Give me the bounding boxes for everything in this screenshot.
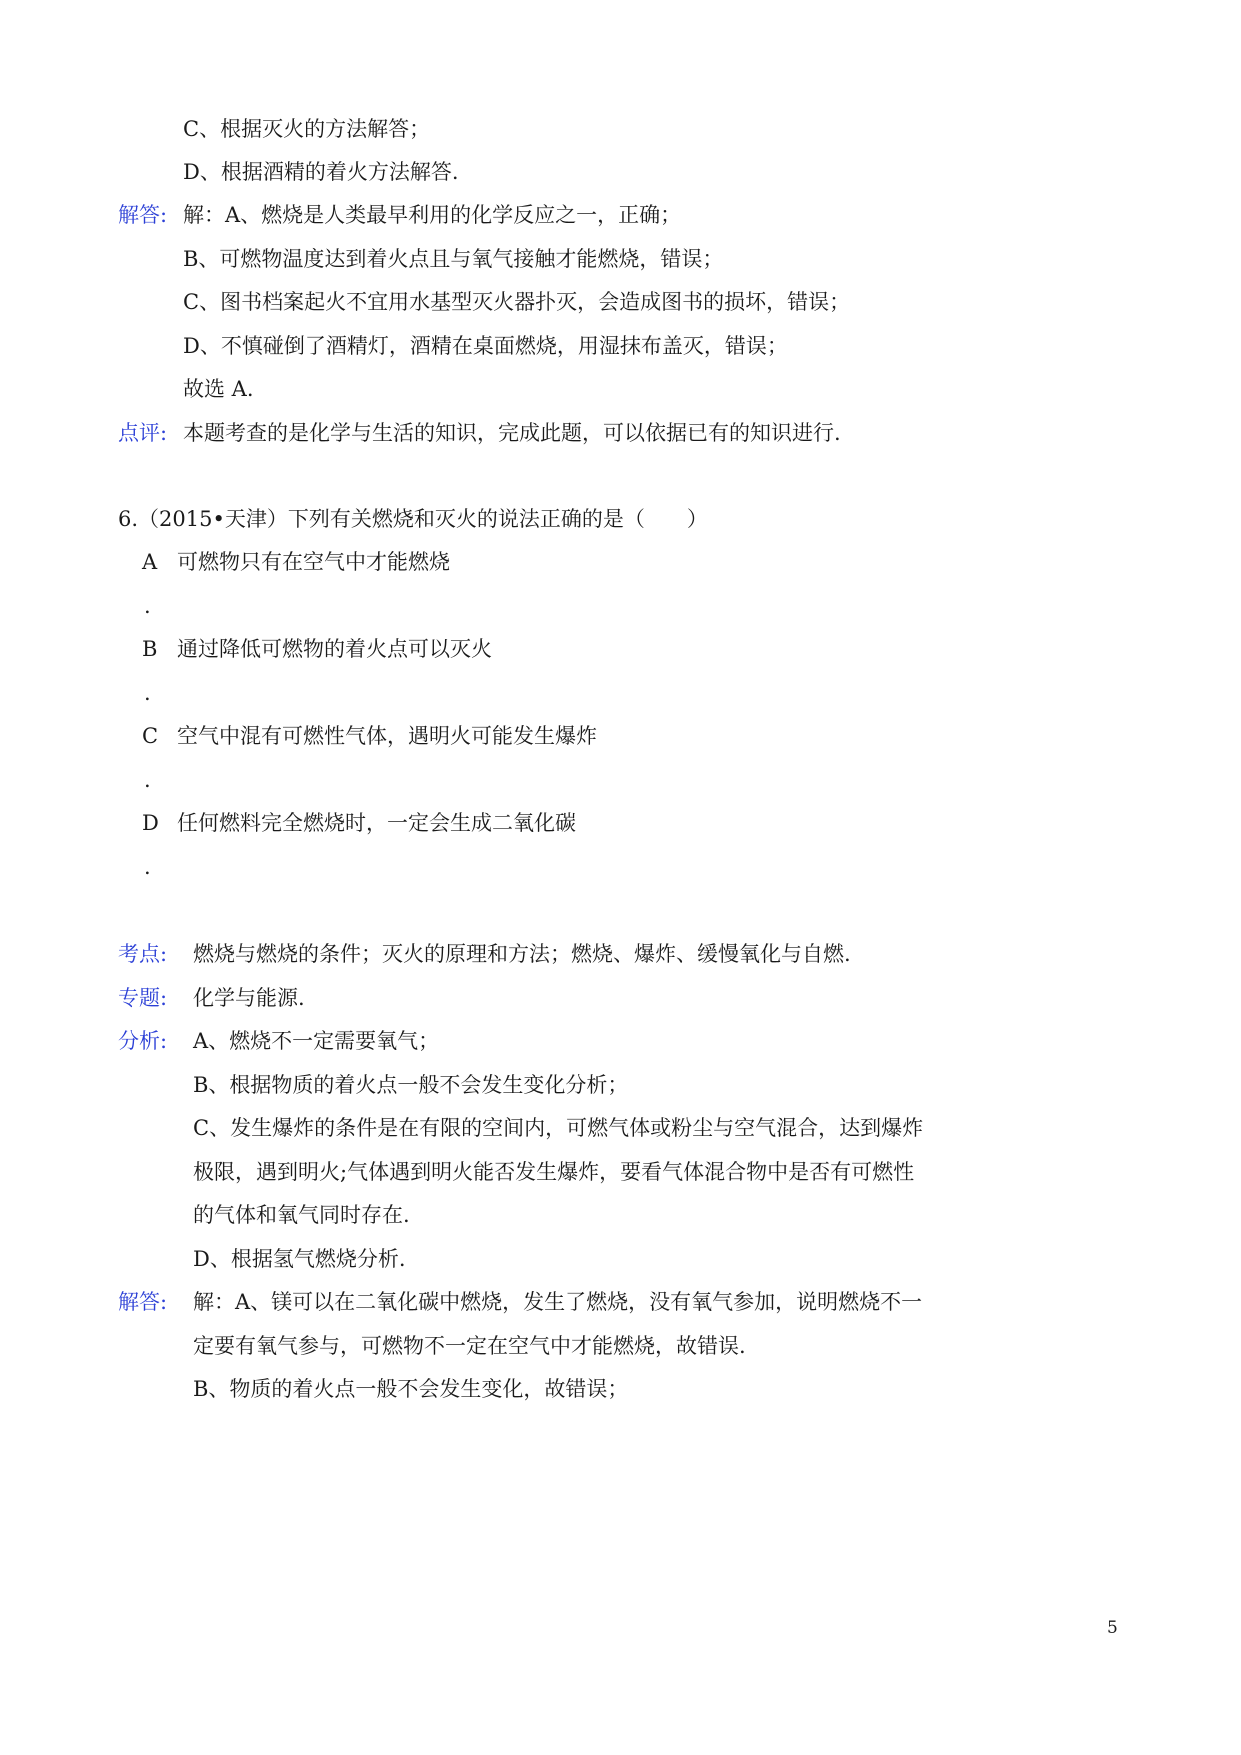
answer-line: 解：A、燃烧是人类最早利用的化学反应之一，正确；	[183, 203, 682, 227]
kaodian-label: 考点:	[118, 942, 168, 966]
option-b-letter: B	[142, 637, 158, 661]
answer-label: 解答:	[118, 203, 168, 227]
option-a-letter: A	[142, 550, 158, 574]
fenxi-line: B、根据物质的着火点一般不会发生变化分析；	[193, 1073, 629, 1097]
kaodian-text: 燃烧与燃烧的条件；灭火的原理和方法；燃烧、爆炸、缓慢氧化与自燃.	[193, 942, 851, 966]
comment-text: 本题考查的是化学与生活的知识，完成此题，可以依据已有的知识进行.	[183, 421, 841, 445]
comment-label: 点评:	[118, 421, 168, 445]
fenxi-line: 极限，遇到明火;气体遇到明火能否发生爆炸，要看气体混合物中是否有可燃性	[193, 1160, 915, 1184]
fenxi-line: C、发生爆炸的条件是在有限的空间内，可燃气体或粉尘与空气混合，达到爆炸	[193, 1116, 924, 1140]
question-stem: 6.（2015•天津）下列有关燃烧和灭火的说法正确的是（ ）	[118, 507, 708, 531]
jieda-line: 解：A、镁可以在二氧化碳中燃烧，发生了燃烧，没有氧气参加，说明燃烧不一	[193, 1290, 923, 1314]
jieda-line: 定要有氧气参与，可燃物不一定在空气中才能燃烧，故错误.	[193, 1334, 746, 1358]
option-d-letter: D	[142, 811, 159, 835]
analysis-line-c: C、根据灭火的方法解答；	[183, 117, 431, 141]
analysis-line-d: D、根据酒精的着火方法解答.	[183, 160, 459, 184]
fenxi-line: D、根据氢气燃烧分析.	[193, 1247, 406, 1271]
fenxi-line: A、燃烧不一定需要氧气；	[193, 1029, 440, 1053]
answer-line: 故选 A.	[183, 377, 254, 401]
answer-line: C、图书档案起火不宜用水基型灭火器扑灭，会造成图书的损坏，错误；	[183, 290, 851, 314]
answer-line: D、不慎碰倒了酒精灯，酒精在桌面燃烧，用湿抹布盖灭，错误；	[183, 334, 788, 358]
option-b-dot: .	[144, 681, 151, 705]
page-number: 5	[1107, 1618, 1118, 1638]
jieda-label: 解答:	[118, 1290, 168, 1314]
option-d-dot: .	[144, 855, 151, 879]
option-c-text: 空气中混有可燃性气体，遇明火可能发生爆炸	[177, 724, 597, 748]
option-b-text: 通过降低可燃物的着火点可以灭火	[177, 637, 492, 661]
option-d-text: 任何燃料完全燃烧时，一定会生成二氧化碳	[177, 811, 576, 835]
zhuanti-text: 化学与能源.	[193, 986, 305, 1010]
option-a-dot: .	[144, 594, 151, 618]
fenxi-line: 的气体和氧气同时存在.	[193, 1203, 410, 1227]
zhuanti-label: 专题:	[118, 986, 168, 1010]
jieda-line: B、物质的着火点一般不会发生变化，故错误；	[193, 1377, 629, 1401]
fenxi-label: 分析:	[118, 1029, 168, 1053]
answer-line: B、可燃物温度达到着火点且与氧气接触才能燃烧，错误；	[183, 247, 724, 271]
option-c-letter: C	[142, 724, 159, 748]
option-a-text: 可燃物只有在空气中才能燃烧	[177, 550, 450, 574]
option-c-dot: .	[144, 768, 151, 792]
